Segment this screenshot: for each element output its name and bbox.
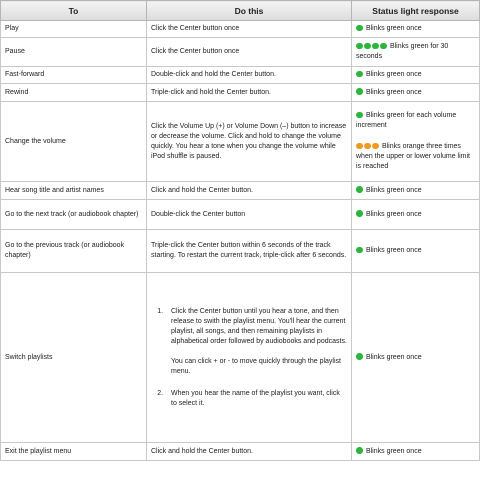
table-row: [1, 200, 480, 230]
cell-status-light-response: [352, 273, 480, 443]
status-light-green-dot-icon: [356, 25, 363, 32]
status-response-text: Blinks green once: [365, 88, 422, 96]
status-light-orange-dot-icon: [372, 143, 379, 150]
instruction-text: Click the Center button until you hear a tone, and then release to swith the playlist menu. You'll hear the current playlist, all songs, and then remaining playlists in alphabetical order followed by audiobooks and podcasts.: [171, 307, 347, 345]
header-to: To: [1, 1, 147, 21]
cell-status-light-response: [352, 38, 480, 67]
cell-to: Pause: [1, 38, 147, 67]
status-response: [356, 24, 475, 34]
table-row: [1, 67, 480, 84]
status-response: [356, 42, 475, 62]
status-response: [356, 353, 475, 363]
cell-status-light-response: [352, 21, 480, 38]
status-response: [356, 447, 475, 457]
status-response: [356, 210, 475, 220]
cell-status-light-response: [352, 200, 480, 230]
status-light-green-dot-icon: [356, 112, 363, 119]
header-status-light-response: Status light response: [352, 1, 480, 21]
cell-do-this: Click the Center button once: [147, 21, 352, 38]
status-light-green-dot-icon: [372, 43, 379, 50]
cell-do-this: Double-click the Center button: [147, 200, 352, 230]
cell-do-this: Click the Center button once: [147, 38, 352, 67]
status-light-orange-dot-icon: [356, 143, 363, 150]
cell-do-this: Double-click and hold the Center button.: [147, 67, 352, 84]
instruction-list: [151, 307, 347, 409]
status-light-green-dot-icon: [380, 43, 387, 50]
cell-to: Fast-forward: [1, 67, 147, 84]
status-response-text: Blinks green for each volume increment: [356, 112, 457, 129]
cell-to: Change the volume: [1, 102, 147, 182]
status-response-text: Blinks green once: [365, 353, 422, 361]
cell-do-this: Click and hold the Center button.: [147, 443, 352, 461]
header-do-this: Do this: [147, 1, 352, 21]
status-response-text: Blinks green for 30 seconds: [356, 43, 449, 60]
status-response-text: Blinks green once: [365, 71, 422, 78]
cell-to: Play: [1, 21, 147, 38]
status-response: [356, 70, 475, 80]
cell-to: Hear song title and artist names: [1, 182, 147, 200]
cell-status-light-response: [352, 182, 480, 200]
cell-status-light-response: [352, 443, 480, 461]
status-light-green-dot-icon: [364, 43, 371, 50]
header-row: [1, 1, 480, 21]
status-response-text: Blinks green once: [365, 247, 422, 254]
cell-to: Exit the playlist menu: [1, 443, 147, 461]
status-response-text: Blinks green once: [365, 186, 422, 194]
cell-status-light-response: [352, 67, 480, 84]
table-row: [1, 182, 480, 200]
status-light-green-dot-icon: [356, 353, 363, 360]
cell-do-this: Triple-click and hold the Center button.: [147, 84, 352, 102]
status-response-text: Blinks green once: [365, 447, 422, 455]
table-row: [1, 84, 480, 102]
instruction-step: [165, 307, 347, 377]
table-row: [1, 21, 480, 38]
status-response-text: Blinks orange three times when the upper or lower volume limit is reached: [356, 143, 470, 170]
status-response-text: Blinks green once: [365, 210, 422, 218]
cell-to: Go to the previous track (or audiobook chapter): [1, 230, 147, 273]
status-light-orange-dot-icon: [364, 143, 371, 150]
status-response: [356, 142, 475, 172]
status-light-green-dot-icon: [356, 447, 363, 454]
status-light-green-dot-icon: [356, 247, 363, 254]
table-row: [1, 443, 480, 461]
status-response: [356, 111, 475, 131]
status-response: [356, 88, 475, 98]
status-response-text: Blinks green once: [365, 25, 422, 32]
cell-do-this: [147, 273, 352, 443]
cell-to: Rewind: [1, 84, 147, 102]
status-light-green-dot-icon: [356, 43, 363, 50]
status-light-green-dot-icon: [356, 186, 363, 193]
cell-do-this: Click the Volume Up (+) or Volume Down (–) button to increase or decrease the volume. Click and hold to change the volume quickly. You hear a tone when you change the volume while iPod shuffle is paused.: [147, 102, 352, 182]
status-light-green-dot-icon: [356, 88, 363, 95]
instruction-note: You can click + or - to move quickly through the playlist menu.: [171, 357, 341, 375]
table-row: [1, 230, 480, 273]
status-response: [356, 246, 475, 256]
table-row: [1, 273, 480, 443]
cell-to: Switch playlists: [1, 273, 147, 443]
status-light-green-dot-icon: [356, 210, 363, 217]
cell-status-light-response: [352, 102, 480, 182]
cell-status-light-response: [352, 230, 480, 273]
table-row: [1, 102, 480, 182]
instruction-text: When you hear the name of the playlist you want, click to select it.: [171, 389, 340, 407]
status-response: [356, 186, 475, 196]
status-light-green-dot-icon: [356, 71, 363, 78]
cell-do-this: Triple-click the Center button within 6 seconds of the track starting. To restart the current track, triple-click after 6 seconds.: [147, 230, 352, 273]
cell-do-this: Click and hold the Center button.: [147, 182, 352, 200]
cell-status-light-response: [352, 84, 480, 102]
instruction-step: [165, 389, 347, 409]
cell-to: Go to the next track (or audiobook chapter): [1, 200, 147, 230]
table-row: [1, 38, 480, 67]
